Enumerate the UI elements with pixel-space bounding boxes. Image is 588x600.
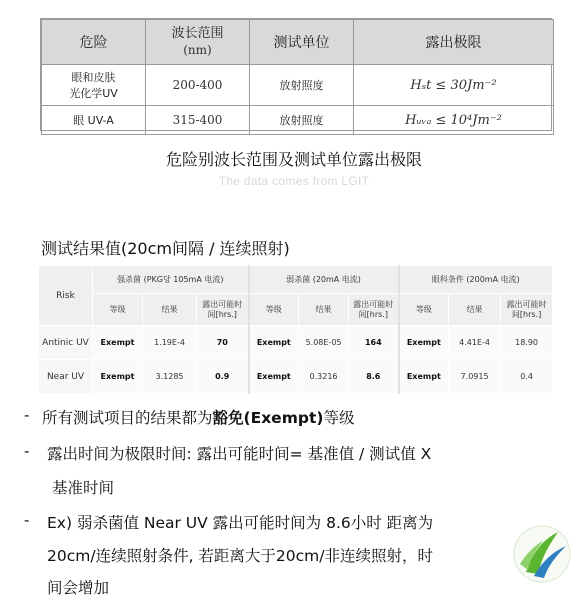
subheader-time [349,294,399,326]
hazard-cell: 眼 UV-A [42,106,146,135]
hazard-line: 眼和皮肤 [71,71,116,84]
header-hazard: 危险 [42,20,146,65]
subheader-time-line: 间[hrs.] [511,309,542,319]
grade-cell: Exempt [249,326,299,360]
subheader-time-line: 露出可能时 [202,299,243,309]
results-title: 测试结果值(20cm间隔 / 连续照射) [41,239,290,258]
subheader-result: 结果 [299,294,349,326]
subheader-result: 结果 [449,294,501,326]
group-header: 强杀菌 (PKG당 105mA 电流) [93,266,249,294]
result-cell: 3.1285 [143,360,197,394]
header-wavelength-unit: (nm) [183,43,212,57]
note-item-exposure-time-cont: 基准时间 [52,479,115,497]
result-cell: 7.0915 [449,360,501,394]
subheader-grade: 等级 [249,294,299,326]
hazard-cell [42,65,146,106]
range-cell: 315-400 [146,106,250,135]
time-cell: 0.9 [197,360,249,394]
row-label: Near UV [39,360,93,394]
result-cell: 1.19E-4 [143,326,197,360]
subheader-time-line: 露出可能时 [506,299,547,309]
header-exposure-limit: 露出极限 [354,20,554,65]
note-item-example: Ex) 弱杀菌值 Near UV 露出可能时间为 8.6小时 距离为 [47,514,434,532]
result-cell: 5.08E-05 [299,326,349,360]
grade-cell: Exempt [93,326,143,360]
subheader-time-line: 间[hrs.] [207,309,237,319]
subheader-grade: 等级 [399,294,449,326]
watermark-text: The data comes from LGIT [218,174,370,188]
table-caption: 危险别波长范围及测试单位露出极限 [165,150,422,169]
time-cell: 164 [349,326,399,360]
result-cell: 0.3216 [299,360,349,394]
bullet-dash: - [24,442,30,460]
note-item-exposure-time: 露出时间为极限时间: 露出可能时间= 基准值 / 测试值 X [47,445,432,463]
table-row [42,65,554,106]
group-header: 眼科条件 (200mA 电流) [399,266,553,294]
subheader-time [197,294,249,326]
note-text: 等级 [323,409,355,427]
grade-cell: Exempt [93,360,143,394]
hazard-line: 光化学UV [69,87,118,100]
unit-cell: 放射照度 [250,106,354,135]
time-cell: 18.90 [501,326,553,360]
note-item-exempt [42,406,354,428]
group-header: 弱杀菌 (20mA 电流) [249,266,399,294]
header-wavelength [146,20,250,65]
note-item-example-cont: 间会增加 [47,579,110,597]
brand-logo-icon [512,524,572,584]
bullet-dash: - [24,511,30,529]
time-cell: 70 [197,326,249,360]
time-cell: 0.4 [501,360,553,394]
result-cell: 4.41E-4 [449,326,501,360]
table-row [42,106,554,135]
time-cell: 8.6 [349,360,399,394]
note-item-example-cont: 20cm/连续照射条件, 若距离大于20cm/非连续照射，时 [47,547,433,565]
exposure-limits-table [40,18,552,131]
subheader-time-line: 间[hrs.] [358,309,388,319]
limit-formula: Hᵤᵥₐ ≤ 10⁴Jm⁻² [354,106,554,135]
risk-header: Risk [39,266,93,326]
unit-cell: 放射照度 [250,65,354,106]
table-row [39,326,553,360]
range-cell: 200-400 [146,65,250,106]
subheader-result: 结果 [143,294,197,326]
table-row [39,360,553,394]
header-wavelength-label: 波长范围 [171,26,224,41]
row-label: Antinic UV [39,326,93,360]
bullet-dash: - [24,406,30,424]
grade-cell: Exempt [399,326,449,360]
limit-formula: Hₛt ≤ 30Jm⁻² [354,65,554,106]
grade-cell: Exempt [249,360,299,394]
subheader-time-line: 露出可能时 [353,299,394,309]
header-test-unit: 测试单位 [250,20,354,65]
subheader-time [501,294,553,326]
note-text: 所有测试项目的结果都为 [42,409,213,427]
grade-cell: Exempt [399,360,449,394]
subheader-grade: 等级 [93,294,143,326]
note-emphasis: 豁免(Exempt) [212,409,324,427]
results-table [38,265,552,392]
